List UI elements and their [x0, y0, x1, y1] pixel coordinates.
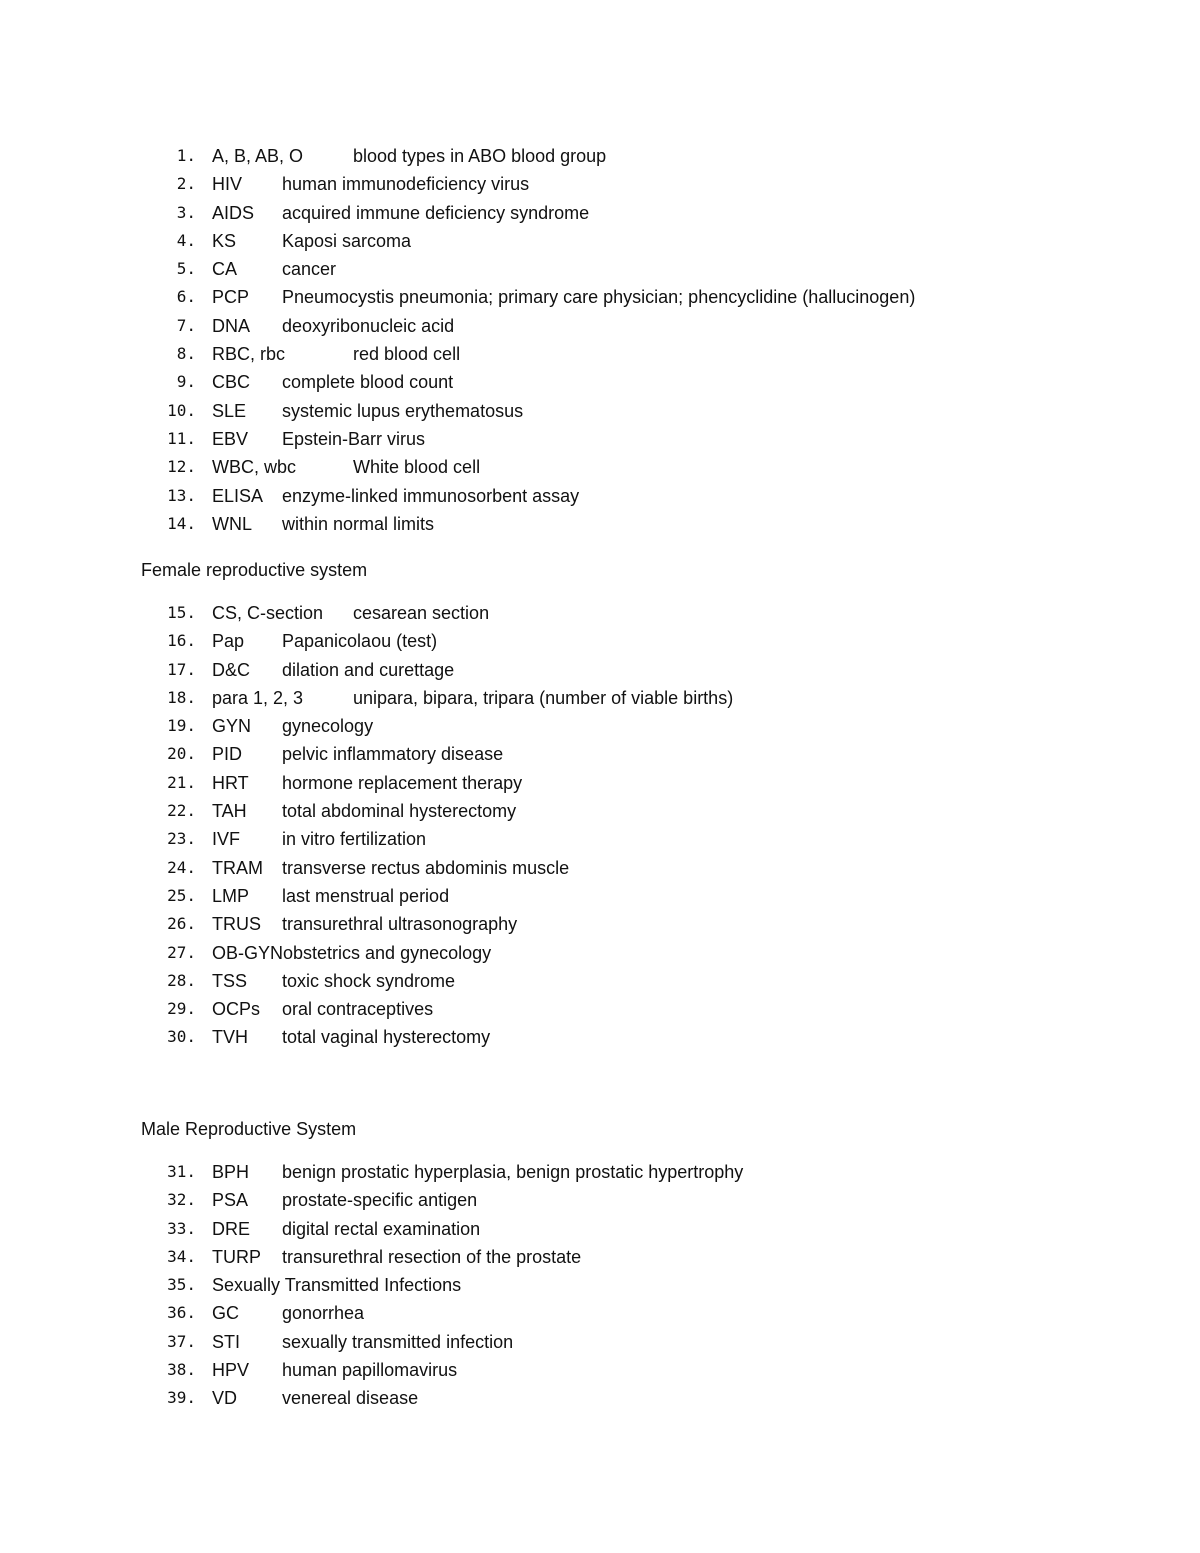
item-definition: within normal limits: [282, 513, 435, 534]
item-abbreviation: Sexually Transmitted Infections: [212, 1275, 462, 1296]
item-abbreviation: RBC, rbc: [212, 344, 286, 365]
item-definition: total vaginal hysterectomy: [282, 1027, 491, 1048]
item-number: 1.: [176, 146, 196, 165]
item-number: 22.: [167, 801, 196, 821]
item-number: 12.: [167, 457, 196, 477]
item-definition: hormone replacement therapy: [282, 772, 523, 793]
item-abbreviation: TRUS: [212, 914, 261, 935]
item-definition: Pneumocystis pneumonia; primary care physician; phencyclidine (hallucinogen): [282, 287, 916, 308]
item-number: 15.: [167, 603, 196, 622]
item-definition: in vitro fertilization: [282, 829, 427, 850]
item-abbreviation: VD: [212, 1388, 238, 1409]
item-abbreviation: TVH: [212, 1027, 248, 1048]
item-number: 11.: [167, 428, 196, 448]
item-number: 2.: [176, 174, 196, 194]
item-number: 34.: [167, 1246, 196, 1266]
item-number: 14.: [167, 513, 196, 533]
item-abbreviation: HRT: [212, 772, 249, 793]
item-number: 23.: [167, 829, 196, 849]
item-definition: enzyme-linked immunosorbent assay: [282, 485, 580, 506]
item-definition: blood types in ABO blood group: [353, 146, 607, 166]
item-abbreviation: BPH: [212, 1162, 250, 1182]
item-number: 28.: [167, 970, 196, 990]
item-number: 10.: [167, 400, 196, 420]
item-number: 18.: [167, 687, 196, 707]
item-number: 33.: [167, 1218, 196, 1238]
item-abbreviation: A, B, AB, O: [212, 146, 304, 166]
item-definition: gonorrhea: [282, 1303, 365, 1324]
item-definition: Papanicolaou (test): [282, 631, 438, 652]
item-definition: dilation and curettage: [282, 659, 455, 680]
item-definition: human immunodeficiency virus: [282, 174, 530, 195]
item-abbreviation: CS, C-section: [212, 603, 324, 623]
section-heading-female: Female reproductive system: [141, 560, 368, 580]
item-abbreviation: OB-GYNobstetrics and gynecology: [212, 942, 492, 963]
item-definition: total abdominal hysterectomy: [282, 801, 517, 822]
item-definition: pelvic inflammatory disease: [282, 744, 504, 765]
item-abbreviation: IVF: [212, 829, 241, 850]
item-abbreviation: TAH: [212, 801, 247, 822]
item-definition: deoxyribonucleic acid: [282, 315, 455, 336]
item-definition: complete blood count: [282, 372, 454, 393]
item-number: 16.: [167, 631, 196, 651]
item-number: 27.: [167, 942, 196, 962]
item-number: 29.: [167, 999, 196, 1019]
item-abbreviation: TURP: [212, 1246, 261, 1267]
item-abbreviation: SLE: [212, 400, 247, 421]
item-number: 36.: [167, 1303, 196, 1323]
item-number: 24.: [167, 857, 196, 877]
item-abbreviation: TSS: [212, 970, 248, 991]
item-definition: unipara, bipara, tripara (number of viable births): [353, 687, 734, 708]
item-abbreviation: DRE: [212, 1218, 251, 1239]
item-number: 32.: [167, 1190, 196, 1210]
item-definition: last menstrual period: [282, 885, 450, 906]
item-number: 21.: [167, 772, 196, 792]
item-definition: cesarean section: [353, 603, 490, 623]
item-definition: transurethral ultrasonography: [282, 914, 518, 935]
item-definition: White blood cell: [353, 457, 481, 478]
item-abbreviation: Pap: [212, 631, 245, 652]
item-number: 3.: [176, 202, 196, 222]
item-abbreviation: PCP: [212, 287, 250, 308]
item-abbreviation: WBC, wbc: [212, 457, 297, 478]
item-definition: red blood cell: [353, 344, 461, 365]
item-number: 19.: [167, 716, 196, 736]
item-number: 6.: [176, 287, 196, 307]
item-definition: Epstein-Barr virus: [282, 428, 426, 449]
item-definition: human papillomavirus: [282, 1360, 458, 1381]
item-definition: acquired immune deficiency syndrome: [282, 202, 590, 223]
item-definition: systemic lupus erythematosus: [282, 400, 524, 421]
item-abbreviation: HIV: [212, 174, 243, 195]
item-abbreviation: DNA: [212, 315, 251, 336]
item-number: 30.: [167, 1027, 196, 1047]
item-number: 7.: [176, 315, 196, 335]
item-abbreviation: WNL: [212, 513, 252, 534]
item-number: 38.: [167, 1360, 196, 1380]
item-definition: benign prostatic hyperplasia, benign prostatic hypertrophy: [282, 1162, 744, 1182]
item-definition: Kaposi sarcoma: [282, 230, 412, 251]
item-number: 8.: [176, 344, 196, 364]
item-number: 4.: [176, 230, 196, 250]
item-number: 37.: [167, 1331, 196, 1351]
item-number: 31.: [167, 1162, 196, 1181]
item-abbreviation: STI: [212, 1331, 241, 1352]
item-abbreviation: PSA: [212, 1190, 249, 1211]
item-abbreviation: AIDS: [212, 202, 255, 223]
item-number: 13.: [167, 485, 196, 505]
item-definition: sexually transmitted infection: [282, 1331, 514, 1352]
item-definition: transurethral resection of the prostate: [282, 1246, 582, 1267]
item-number: 25.: [167, 885, 196, 905]
item-number: 26.: [167, 914, 196, 934]
item-abbreviation: HPV: [212, 1360, 250, 1381]
item-definition: toxic shock syndrome: [282, 970, 456, 991]
item-abbreviation: LMP: [212, 885, 250, 906]
item-definition: venereal disease: [282, 1388, 419, 1409]
section-heading-male: Male Reproductive System: [141, 1119, 357, 1139]
item-number: 20.: [167, 744, 196, 764]
item-abbreviation: KS: [212, 230, 237, 251]
item-definition: oral contraceptives: [282, 999, 434, 1020]
item-abbreviation: D&C: [212, 659, 251, 680]
item-abbreviation: EBV: [212, 428, 249, 449]
item-abbreviation: para 1, 2, 3: [212, 687, 304, 708]
item-abbreviation: CA: [212, 259, 238, 280]
item-abbreviation: GC: [212, 1303, 239, 1324]
item-number: 5.: [176, 259, 196, 279]
item-definition: cancer: [282, 259, 337, 280]
item-definition: digital rectal examination: [282, 1218, 481, 1239]
item-abbreviation: OCPs: [212, 999, 261, 1020]
item-definition: transverse rectus abdominis muscle: [282, 857, 570, 878]
item-number: 35.: [167, 1275, 196, 1295]
item-abbreviation: TRAM: [212, 857, 263, 878]
item-abbreviation: GYN: [212, 716, 252, 737]
item-abbreviation: CBC: [212, 372, 251, 393]
item-definition: prostate-specific antigen: [282, 1190, 478, 1211]
item-number: 17.: [167, 659, 196, 679]
item-number: 39.: [167, 1388, 196, 1408]
item-abbreviation: ELISA: [212, 485, 264, 506]
item-definition: gynecology: [282, 716, 374, 737]
item-abbreviation: PID: [212, 744, 243, 765]
item-number: 9.: [176, 372, 196, 392]
